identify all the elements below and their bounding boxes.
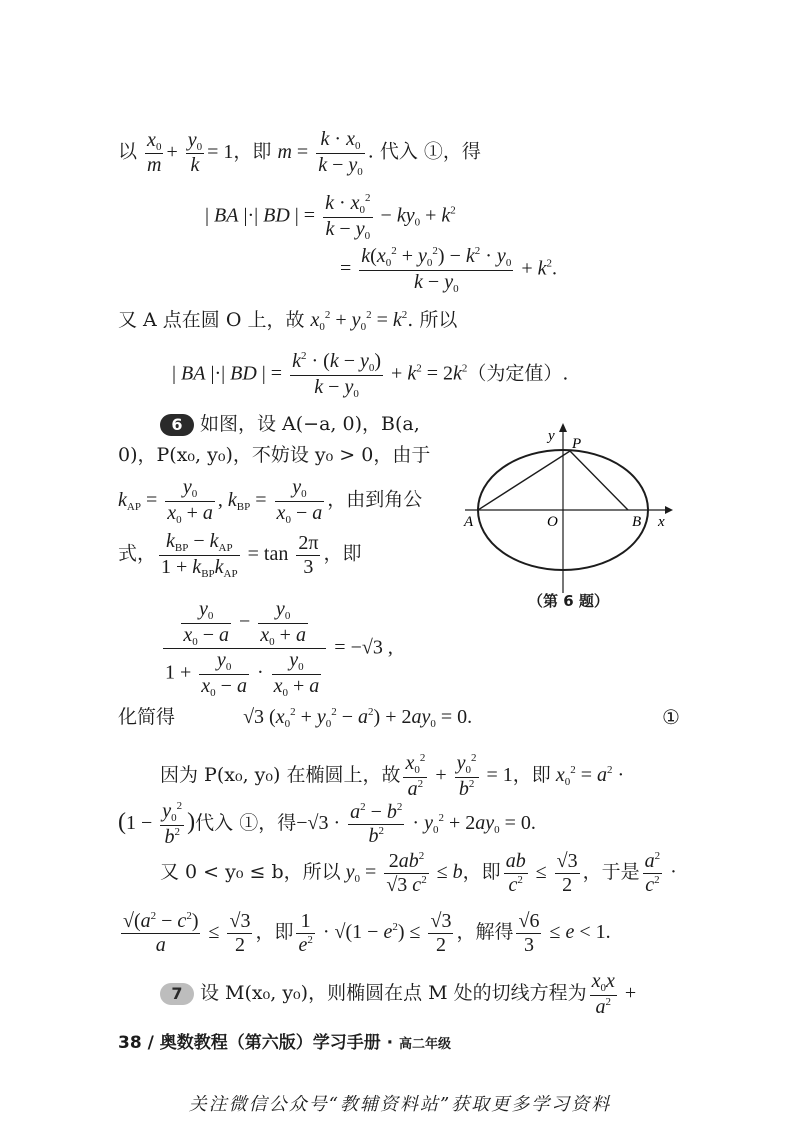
- text-yi: 以: [118, 140, 138, 163]
- label-o: O: [547, 514, 558, 530]
- text-because: 因为 P(x₀, y₀) 在椭圆上，故: [160, 763, 401, 786]
- text-you-c: ，于是: [582, 861, 640, 884]
- label-p: P: [572, 436, 582, 452]
- line-eccentricity: $\frac{√(a^2 - c^2)}{a}$ ≤ $\frac{√3}{2}$ ，即 $\frac{1}{e^2}$ · $√(1 - e^2)$ ≤ $\frac{√3}{2}$ ，解得 $\frac{√6}{3}$ ≤ e < 1.: [123, 910, 611, 956]
- equation-ba-bd-1: | BA |·| BD | = $\frac{k \cdot x_0^2}{k - y_0}$ − $ky_0 + k^2$: [205, 192, 456, 242]
- text-dingzhi: （为定值）.: [467, 362, 569, 385]
- watermark: 关注微信公众号“教辅资料站”获取更多学习资料: [188, 1094, 612, 1115]
- text-jiji: ，即: [233, 140, 278, 163]
- line-substitute-m: 以 $\frac{x_0}{m}$ + $\frac{y_0}{k}$ = 1，即 m = $\frac{k \cdot x_0}{k - y_0}$ . 代入 ①，得: [118, 128, 481, 178]
- text-dairu: . 代入 ①，得: [367, 140, 481, 163]
- page-footer: 38 / 奥数教程（第六版）学习手册 · 高二年级: [118, 1033, 452, 1053]
- text-you-b: ，即: [462, 861, 501, 884]
- text-jide: ，即: [255, 921, 294, 944]
- line-a-on-circle: 又 A 点在圆 O 上，故 $x_0^2 + y_0^2 = k^2$. 所以: [118, 309, 458, 333]
- problem-6-badge: 6: [160, 414, 194, 436]
- ellipse-figure: [460, 418, 680, 608]
- problem-7-line1: 7 设 M(x₀, y₀)，则椭圆在点 M 处的切线方程为 $\frac{x_0x}{a^2}$ +: [160, 970, 636, 1019]
- label-y: y: [548, 428, 555, 444]
- equation-ba-bd-2: = $\frac{k(x_0^2 + y_0^2) - k^2 \cdot y_0}{k - y_0}$ + $k^2$.: [340, 245, 557, 295]
- text-you: 又 0 < y₀ ≤ b，所以: [160, 861, 341, 884]
- equation-number-1: ①: [662, 705, 680, 729]
- text-p6-b: 0)，P(x₀, y₀)，不妨设 y₀ > 0，由于: [118, 444, 431, 466]
- label-b: B: [632, 514, 642, 530]
- grade-label: 高二年级: [399, 1037, 452, 1052]
- text-simplify: 化简得: [118, 706, 176, 728]
- book-title: 奥数教程（第六版）学习手册: [159, 1033, 381, 1053]
- text-p6-a: 如图，设 A(−a, 0)，B(a,: [200, 413, 420, 435]
- text-jiede: ，解得: [456, 921, 514, 944]
- compound-fraction: $\frac{y_0}{x_0 - a}$ − $\frac{y_0}{x_0 + a}$ 1 + $\frac{y_0}{x_0 - a}$ · $\frac{y_0}{x_0 + a}$ = −√3 ,: [165, 598, 393, 699]
- equation-constant: | BA |·| BD | = $\frac{k^2 \cdot (k - y_0)}{k - y_0}$ + $k^2 = 2k^2$（为定值）.: [172, 350, 569, 400]
- problem-6-line2: [118, 444, 430, 467]
- label-a: A: [464, 514, 474, 530]
- text-p6-d: 式，: [118, 542, 157, 565]
- problem-6-line3: $k_{AP}$ = $\frac{y_0}{x_0 + a}$ , $k_{BP}$ = $\frac{y_0}{x_0 - a}$ ，由到角公: [118, 476, 423, 526]
- problem-7-badge: 7: [160, 983, 194, 1005]
- figure-caption: （第 6 题）: [528, 592, 609, 610]
- label-x: x: [658, 514, 665, 530]
- problem-6-line1: [160, 413, 420, 436]
- text-because-b: ，即: [512, 763, 551, 786]
- text-p6-c: ，由到角公: [327, 488, 423, 511]
- problem-6-line4: 式， $k_{BP} - k_{AP}$ $1 + k_{BP}k_{AP}$ = tan $\frac{2\pi}{3}$ ，即: [118, 530, 362, 580]
- triangle-apb: [478, 451, 628, 510]
- text-p7: 设 M(x₀, y₀)，则椭圆在点 M 处的切线方程为: [200, 981, 587, 1004]
- line-p-on-ellipse: 因为 P(x₀, y₀) 在椭圆上，故 $\frac{x_0^2}{a^2}$ + $\frac{y_0^2}{b^2}$ = 1，即 $x_0^2 = a^2$ ·: [160, 752, 625, 800]
- text-a-on-circle: 又 A 点在圆 O 上，故: [118, 309, 311, 331]
- line-substitute: (1 − $\frac{y_0^2}{b^2}$ )代入 ①，得−√3 · $\frac{a^2 - b^2}{b^2}$ · $y_0^2 + 2ay_0 = 0$.: [118, 800, 536, 848]
- line-simplify: 化简得 √3 $(x_0^2 + y_0^2 - a^2) + 2ay_0 = 0$.: [118, 706, 473, 730]
- x-axis-arrow: [665, 506, 673, 514]
- page-number: 38: [118, 1033, 142, 1053]
- text-suoyi: . 所以: [407, 309, 458, 331]
- y-axis-arrow: [559, 423, 567, 432]
- line-y0-bound: 又 0 < y₀ ≤ b，所以 $y_0$ = $\frac{2ab^2}{√3 c^2}$ ≤ b，即 $\frac{ab}{c^2}$ ≤ $\frac{√3}{2}$ ，于是 $\frac{a^2}{c^2}$ ·: [160, 850, 677, 896]
- text-p6-e: ，即: [323, 542, 362, 565]
- text-sub1: 代入 ①，得: [195, 811, 297, 834]
